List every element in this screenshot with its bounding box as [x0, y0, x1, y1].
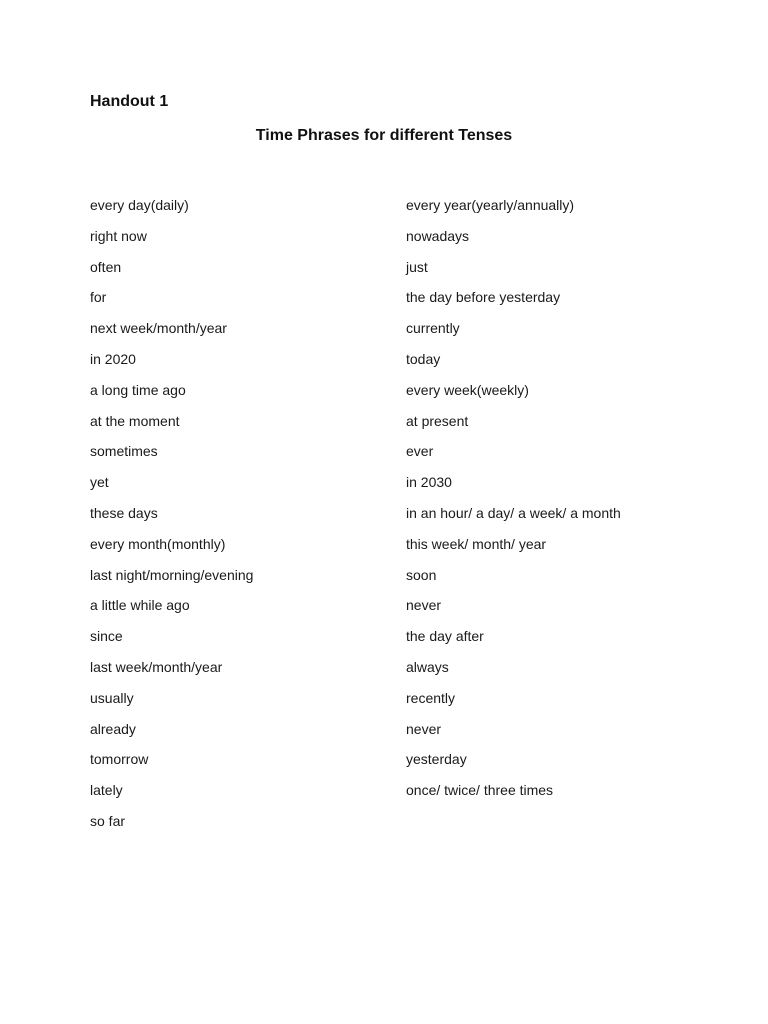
list-item: the day after — [406, 628, 484, 645]
list-item: in 2020 — [90, 350, 136, 367]
list-item: at present — [406, 412, 469, 429]
list-item: yet — [90, 474, 109, 491]
list-item: a long time ago — [90, 381, 186, 398]
list-item: this week/ month/ year — [406, 535, 547, 552]
list-item: every day(daily) — [90, 197, 189, 213]
list-item: yesterday — [406, 751, 467, 768]
list-item: at the moment — [90, 412, 180, 429]
list-item: usually — [90, 689, 134, 706]
phrase-list-left — [90, 194, 253, 841]
list-item: the day before yesterday — [406, 289, 561, 306]
list-item: so far — [90, 812, 126, 829]
list-item: today — [406, 350, 441, 367]
list-item: often — [90, 258, 122, 275]
list-item: sometimes — [90, 443, 158, 460]
list-item: last week/month/year — [90, 658, 223, 675]
list-item: already — [90, 720, 136, 737]
list-item: in 2030 — [406, 474, 452, 491]
list-item: soon — [406, 566, 437, 583]
list-item: in an hour/ a day/ a week/ a month — [406, 504, 621, 521]
list-item: these days — [90, 504, 158, 521]
list-item: right now — [90, 227, 147, 244]
list-item: last night/morning/evening — [90, 566, 254, 583]
list-item: every year(yearly/annually) — [406, 197, 575, 213]
list-item: recently — [406, 689, 456, 706]
list-item: currently — [406, 320, 460, 337]
list-item: ever — [406, 443, 434, 460]
list-item: always — [406, 658, 449, 675]
list-item: every week(weekly) — [406, 381, 529, 398]
list-item: since — [90, 628, 123, 645]
phrase-list-right — [406, 194, 621, 810]
list-item: every month(monthly) — [90, 535, 226, 552]
list-item: next week/month/year — [90, 320, 227, 337]
list-item: for — [90, 289, 107, 306]
list-item: tomorrow — [90, 751, 149, 768]
page-title: Time Phrases for different Tenses — [255, 127, 513, 144]
list-item: just — [406, 258, 428, 275]
list-item: never — [406, 720, 442, 737]
list-item: nowadays — [406, 227, 470, 244]
handout-label: Handout 1 — [90, 93, 169, 110]
list-item: lately — [90, 782, 123, 799]
list-item: never — [406, 597, 442, 614]
list-item: a little while ago — [90, 597, 190, 614]
list-item: once/ twice/ three times — [406, 782, 554, 799]
